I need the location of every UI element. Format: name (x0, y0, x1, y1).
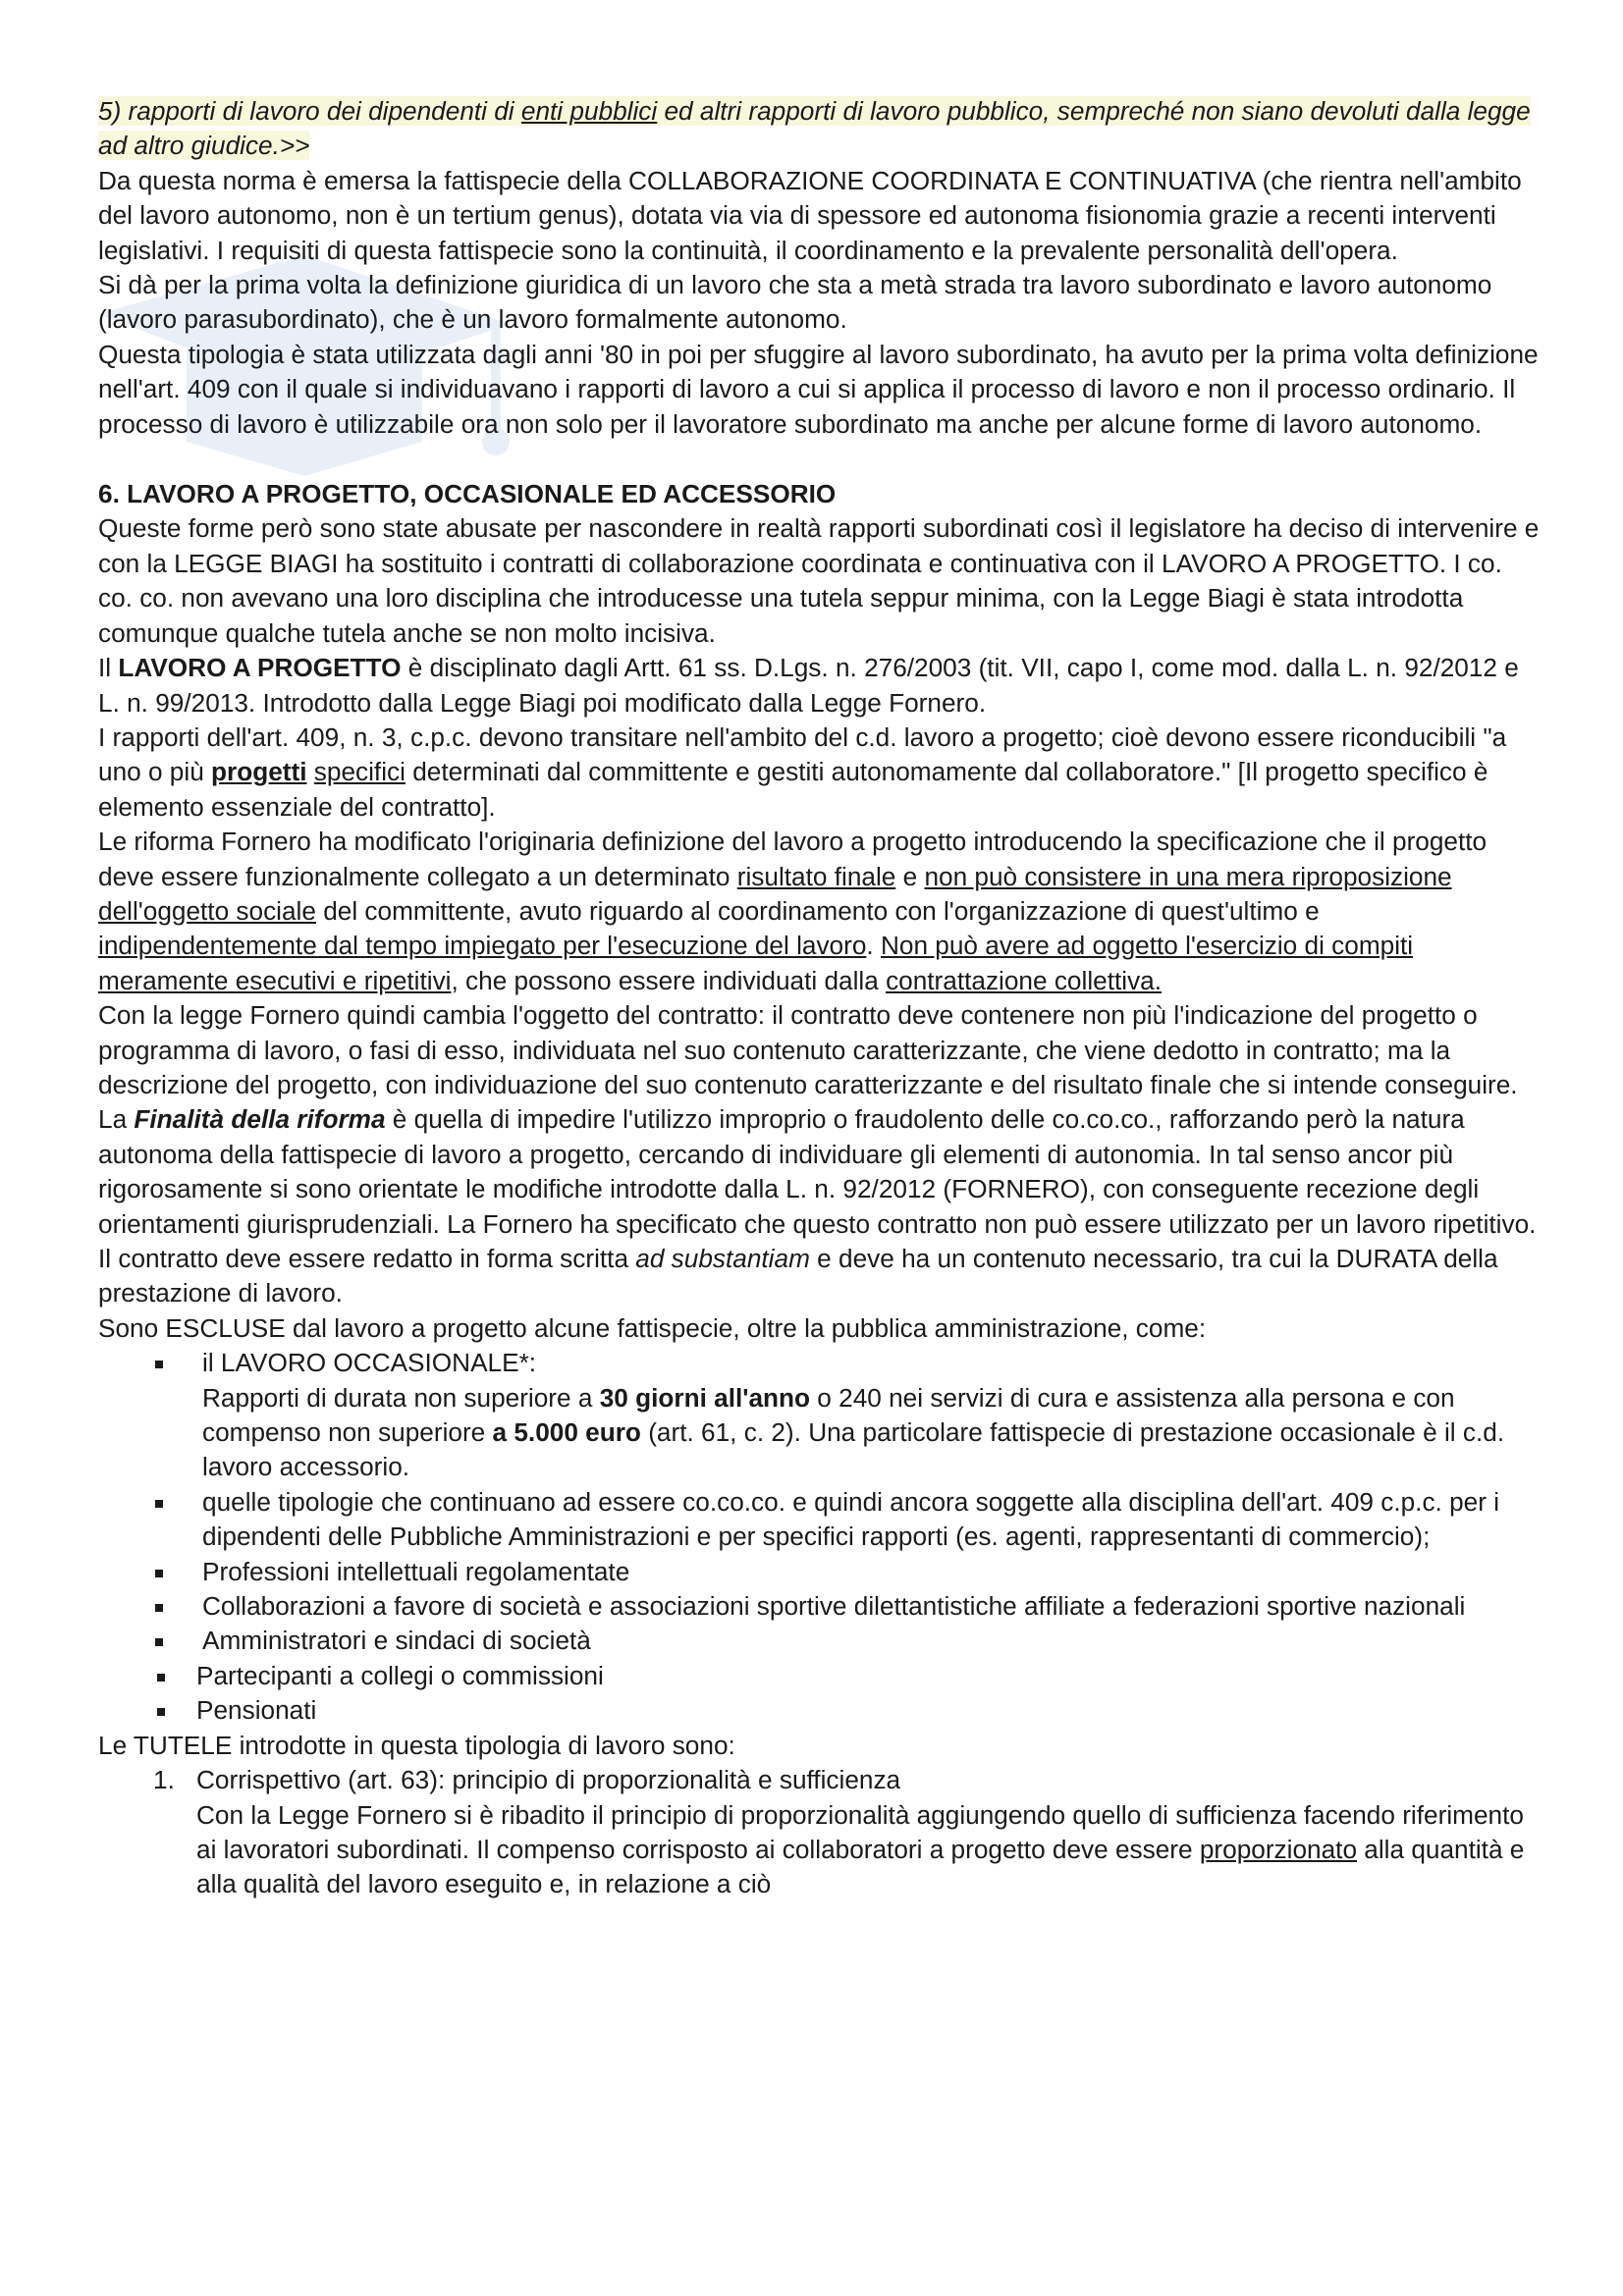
paragraph-lavoro-a-progetto: Il LAVORO A PROGETTO è disciplinato dagli Artt. 61 ss. D.Lgs. n. 276/2003 (tit. VII, capo I, come mod. dalla L. n. 92/2012 e L. n. 99/2013. Introdotto dalla Legge Biagi poi modificato dalla Legge Fornero. (98, 653, 1519, 718)
document-page (98, 94, 1540, 1902)
paragraph-escluse: Sono ESCLUSE dal lavoro a progetto alcune fattispecie, oltre la pubblica amministrazione, come: (98, 1312, 1207, 1343)
paragraph-forma-scritta: Il contratto deve essere redatto in forma scritta ad substantiam e deve ha un contenuto necessario, tra cui la DURATA della prestazione di lavoro. (98, 1244, 1498, 1308)
paragraph-tutele: Le TUTELE introdotte in questa tipologia di lavoro sono: (98, 1730, 735, 1760)
paragraph-enti-pubblici: 5) rapporti di lavoro dei dipendenti di enti pubblici ed altri rapporti di lavoro pubblico, sempreché non siano devoluti dalla legge ad altro giudice.>> (98, 96, 1531, 161)
link-enti-pubblici: enti pubblici (520, 96, 658, 126)
excluded-list (98, 1346, 1540, 1728)
paragraph-art-409: I rapporti dell'art. 409, n. 3, c.p.c. devono transitare nell'ambito del c.d. lavoro a progetto; cioè devono essere riconducibili "a uno o più progetti specifici determinati dal committente e gestiti autonomamente dal collaboratore." [Il progetto specifico è elemento essenziale del contratto]. (98, 721, 1507, 822)
list-item: quelle tipologie che continuano ad essere co.co.co. e quindi ancora soggette alla disciplina dell'art. 409 c.p.c. per i dipendenti delle Pubbliche Amministrazioni e per specifici rapporti (es. agenti, rappresentanti di commercio); (98, 1485, 1540, 1555)
paragraph-riforma-fornero: Le riforma Fornero ha modificato l'originaria definizione del lavoro a progetto introducendo la specificazione che il progetto deve essere funzionalmente collegato a un determinato risultato finale e non può consistere in una mera riproposizione dell'oggetto sociale del committente, avuto riguardo al coordinamento con l'organizzazione di quest'ultimo e indipendentemente dal tempo impiegato per l'esecuzione del lavoro. Non può avere ad oggetto l'esercizio di compiti meramente esecutivi e ripetitivi, che possono essere individuati dalla contrattazione collettiva. (98, 827, 1488, 995)
paragraph-legge-biagi: Queste forme però sono state abusate per nascondere in realtà rapporti subordinati così il legislatore ha deciso di intervenire e con la LEGGE BIAGI ha sostituito i contratti di collaborazione coordinata e continuativa con il LAVORO A PROGETTO. I co. co. co. non avevano una loro disciplina che introducesse una tutela seppur minima, con la Legge Biagi è stata introdotta comunque qualche tutela anche se non molto incisiva. (98, 513, 1540, 648)
list-item: il LAVORO OCCASIONALE*: Rapporti di durata non superiore a 30 giorni all'anno o 240 nei servizi di cura e assistenza alla persona e con compenso non superiore a 5.000 euro (art. 61, c. 2). Una particolare fattispecie di prestazione occasionale è il c.d. lavoro accessorio. (98, 1346, 1540, 1485)
list-item: Partecipanti a collegi o commissioni (98, 1659, 1540, 1693)
paragraph-finalita-riforma: La Finalità della riforma è quella di impedire l'utilizzo improprio o fraudolento delle co.co.co., rafforzando però la natura autonoma della fattispecie di lavoro a progetto, cercando di individuare gli elementi di autonomia. In tal senso ancor più rigorosamente si sono orientate le modifiche introdotte dalla L. n. 92/2012 (FORNERO), con conseguente recezione degli orientamenti giurisprudenziali. La Fornero ha specificato che questo contratto non può essere utilizzato per un lavoro ripetitivo. (98, 1104, 1537, 1239)
paragraph-oggetto-contratto: Con la legge Fornero quindi cambia l'oggetto del contratto: il contratto deve contenere non più l'indicazione del progetto o programma di lavoro, o fasi di esso, individuata nel suo contenuto caratterizzante, che viene dedotto in contratto; ma la descrizione del progetto, con individuazione del suo contenuto caratterizzante e del risultato finale che si intende conseguire. (98, 1000, 1518, 1099)
list-item: 1. Corrispettivo (art. 63): principio di proporzionalità e sufficienza Con la Legge Fornero si è ribadito il principio di proporzionalità aggiungendo quello di sufficienza facendo riferimento ai lavoratori subordinati. Il compenso corrisposto ai collaboratori a progetto deve essere proporzionato alla quantità e alla qualità del lavoro eseguito e, in relazione a ciò (153, 1765, 1525, 1899)
list-item: Pensionati (98, 1693, 1540, 1728)
tutele-list (98, 1763, 1540, 1902)
list-item: Amministratori e sindaci di società (98, 1624, 1540, 1658)
list-item: Collaborazioni a favore di società e associazioni sportive dilettantistiche affiliate a federazioni sportive nazionali (98, 1589, 1540, 1624)
paragraph-anni-80: Questa tipologia è stata utilizzata dagli anni '80 in poi per sfuggire al lavoro subordinato, ha avuto per la prima volta definizione nell'art. 409 con il quale si individuavano i rapporti di lavoro a cui si applica il processo di lavoro e non il processo ordinario. Il processo di lavoro è utilizzabile ora non solo per il lavoratore subordinato ma anche per alcune forme di lavoro autonomo. (98, 339, 1539, 439)
section-heading: 6. LAVORO A PROGETTO, OCCASIONALE ED ACCESSORIO (98, 479, 837, 509)
paragraph-collaborazione: Da questa norma è emersa la fattispecie della COLLABORAZIONE COORDINATA E CONTINUATIVA (che rientra nell'ambito del lavoro autonomo, non è un tertium genus), dotata via via di spessore ed autonoma fisionomia grazie a recenti interventi legislativi. I requisiti di questa fattispecie sono la continuità, il coordinamento e la prevalente personalità dell'opera. (98, 165, 1522, 265)
paragraph-parasubordinato: Si dà per la prima volta la definizione giuridica di un lavoro che sta a metà strada tra lavoro subordinato e lavoro autonomo (lavoro parasubordinato), che è un lavoro formalmente autonomo. (98, 270, 1492, 335)
list-item: Professioni intellettuali regolamentate (98, 1555, 1540, 1589)
